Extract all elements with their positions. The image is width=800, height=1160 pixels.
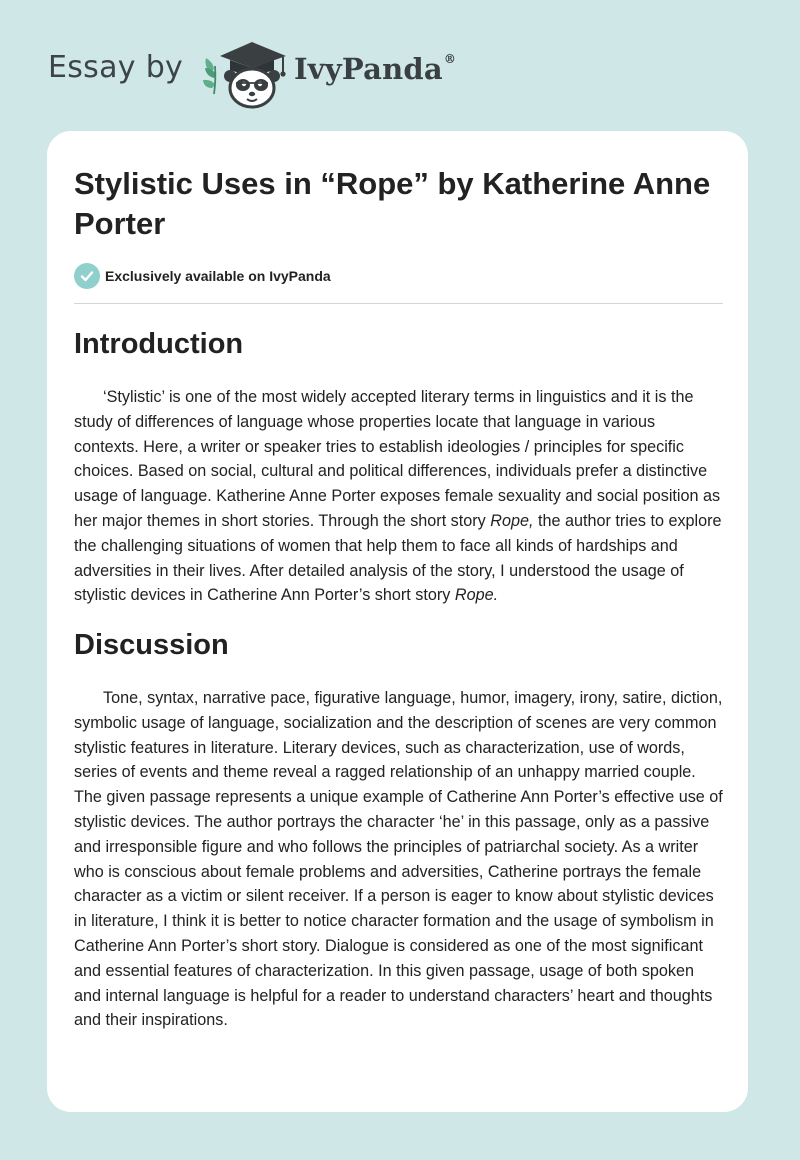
- discussion-paragraph: Tone, syntax, narrative pace, figurative language, humor, imagery, irony, satire, diction, symbolic usage of language, socialization and the description of scenes are very common stylistic features in literature. Literary devices, such as characterization, use of words, series of events and theme reveal a ragged relationship of an unhappy married couple. The given passage represents a unique example of Catherine Ann Porter’s effective use of stylistic devices. The author portrays the character ‘he’ in this passage, only as a passive and irresponsible figure and who follows the principles of patriarchal society. As a writer who is conscious about female problems and adversities, Catherine portrays the female character as a victim or silent receiver. If a person is eager to know about stylistic devices in literature, I think it is better to notice character formation and the usage of symbolism in Catherine Ann Porter’s short story. Dialogue is considered as one of the most significant and essential features of characterization. In this given passage, usage of both spoken and internal language is helpful for a reader to understand characters’ heart and thoughts and their inspirations.: [74, 689, 723, 1030]
- intro-title-ref-1: Rope,: [490, 511, 534, 530]
- intro-text-part-1: ‘Stylistic’ is one of the most widely accepted literary terms in linguistics and it is the study of differences of language whose properties locate that language in various contexts. Here, a writer or speaker tries to establish ideologies / principles for specific choices. Based on social, cultural and political differences, individuals prefer a distinctive usage of language. Katherine Anne Porter exposes female sexuality and social position as her major themes in short stories. Through the short story: [74, 388, 721, 530]
- essay-card: [47, 131, 748, 1112]
- panda-graduate-logo-icon[interactable]: [200, 36, 290, 110]
- ivy-leaf-icon: [203, 58, 216, 94]
- brand-name[interactable]: [294, 52, 456, 86]
- exclusive-label: Exclusively available on IvyPanda: [105, 268, 331, 284]
- checkmark-icon: [74, 263, 100, 289]
- section-heading-introduction: Introduction: [74, 328, 244, 360]
- section-heading-discussion: Discussion: [74, 629, 229, 661]
- exclusive-badge: [74, 262, 331, 290]
- intro-title-ref-2: Rope.: [454, 586, 499, 605]
- essay-by-label: Essay by: [48, 50, 184, 85]
- introduction-paragraph: [74, 385, 724, 608]
- essay-title: Stylistic Uses in “Rope” by Katherine Anne Porter: [74, 166, 711, 241]
- divider: [74, 303, 723, 304]
- site-header: [0, 0, 800, 130]
- intro-text-part-2: the author tries to explore the challenging situations of women that help them to face all kinds of hardships and adversities in their lives. After detailed analysis of the story, I understood the usage of stylistic devices in Catherine Ann Porter’s short story: [74, 511, 722, 605]
- brand-text: IvyPanda: [294, 52, 443, 86]
- registered-mark: ®: [443, 52, 457, 66]
